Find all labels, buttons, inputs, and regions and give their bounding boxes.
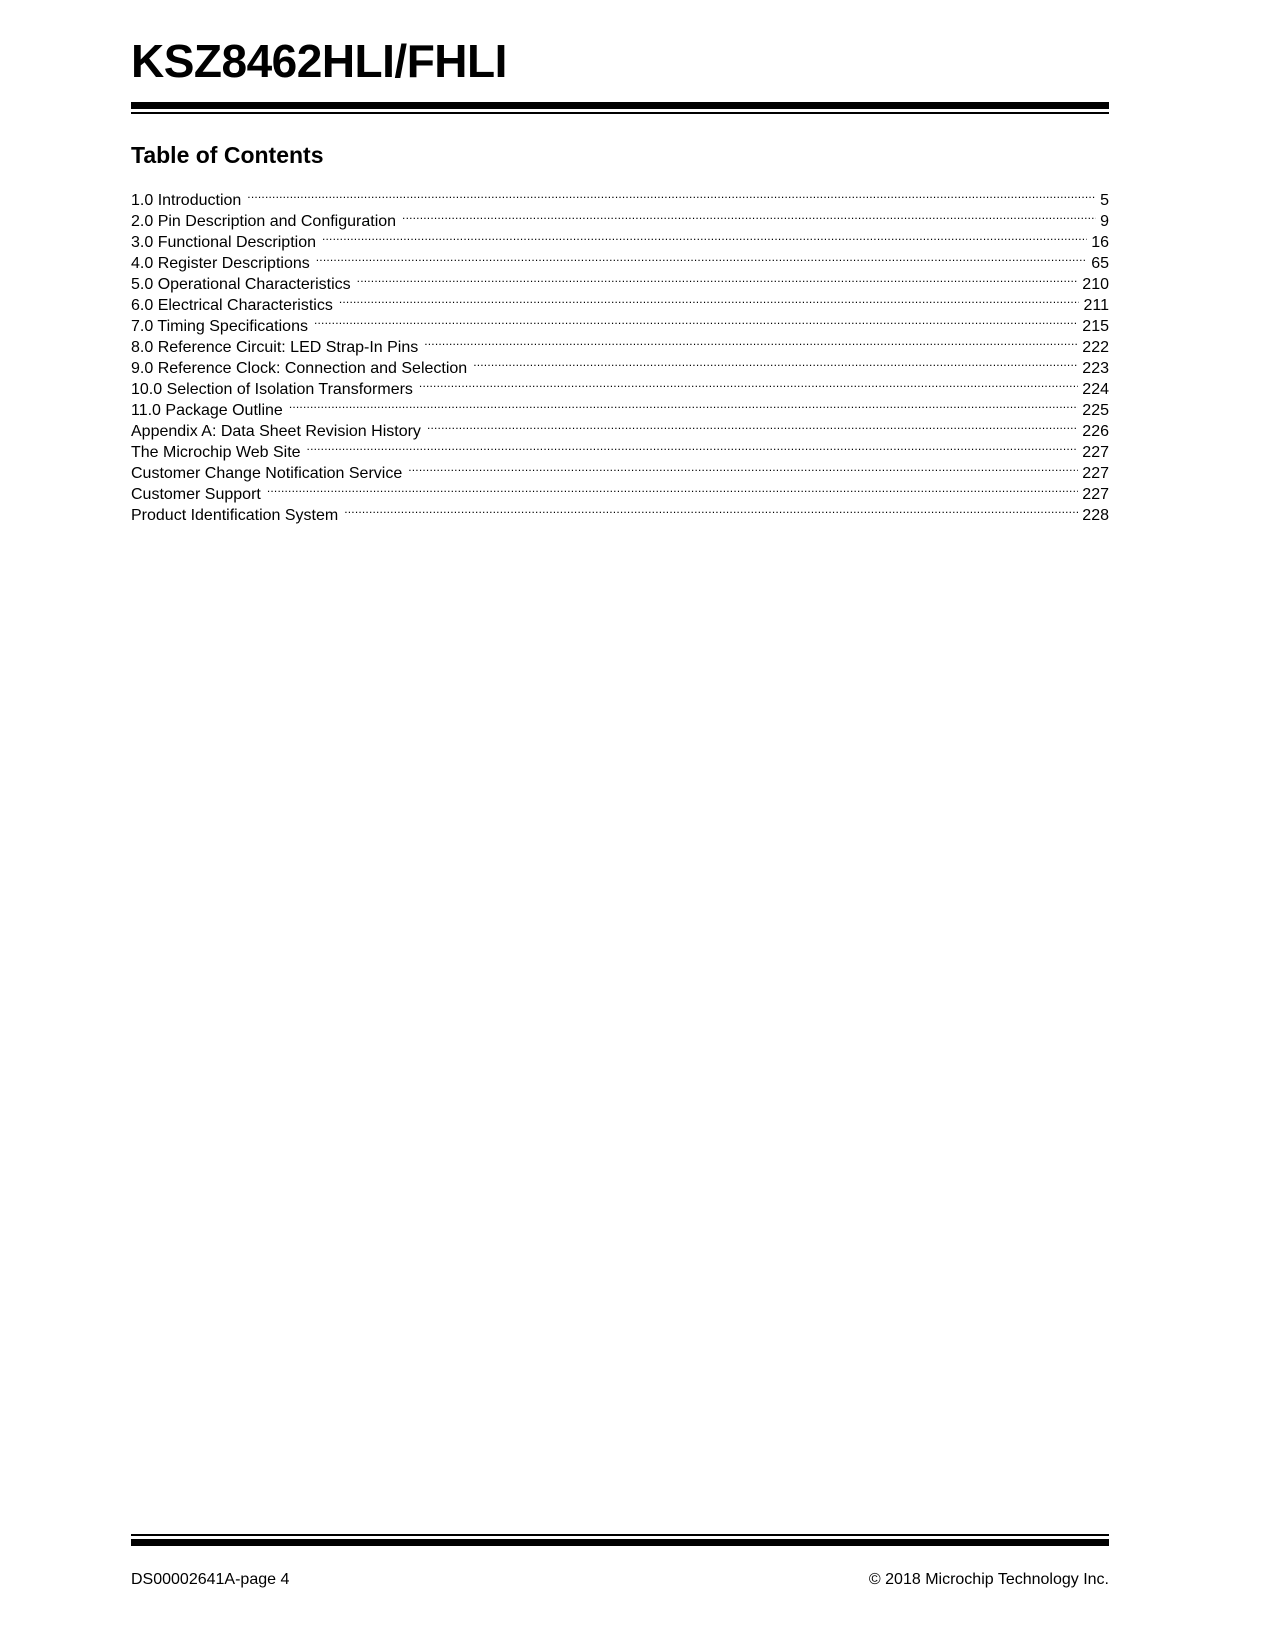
footer-rule-thick xyxy=(131,1539,1109,1546)
toc-entry-label: The Microchip Web Site xyxy=(131,444,301,461)
toc-dot-leader xyxy=(424,331,1078,352)
toc-entry-page: 228 xyxy=(1082,507,1109,524)
footer-rule-thin xyxy=(131,1534,1109,1536)
toc-entry-label: 2.0 Pin Description and Configuration xyxy=(131,213,397,230)
toc-entry-page: 225 xyxy=(1082,402,1109,419)
toc-entry[interactable] xyxy=(131,499,1109,524)
toc-entry-label: 9.0 Reference Clock: Connection and Selection xyxy=(131,360,468,377)
header-rule-thin xyxy=(131,112,1109,114)
toc-entry-label: 7.0 Timing Specifications xyxy=(131,318,308,335)
toc-dot-leader xyxy=(322,226,1087,247)
toc-entry-label: Appendix A: Data Sheet Revision History xyxy=(131,423,421,440)
toc-dot-leader xyxy=(247,184,1096,205)
toc-entry-page: 224 xyxy=(1082,381,1109,398)
toc-dot-leader xyxy=(427,415,1078,436)
toc-dot-leader xyxy=(307,436,1079,457)
toc-entry-page: 9 xyxy=(1100,213,1109,230)
document-title: KSZ8462HLI/FHLI xyxy=(131,35,507,87)
toc-entry-label: 3.0 Functional Description xyxy=(131,234,316,251)
toc-entry-label: 8.0 Reference Circuit: LED Strap-In Pins xyxy=(131,339,419,356)
toc-entry-page: 227 xyxy=(1082,444,1109,461)
footer-document-id: DS00002641A-page 4 xyxy=(131,1571,290,1588)
toc-entry-page: 227 xyxy=(1082,486,1109,503)
toc-entry[interactable] xyxy=(131,205,1109,230)
toc-entry-page: 226 xyxy=(1082,423,1109,440)
toc-entry-page: 16 xyxy=(1091,234,1109,251)
toc-entry-page: 5 xyxy=(1100,192,1109,209)
header-rule-thick xyxy=(131,102,1109,109)
toc-entry-page: 227 xyxy=(1082,465,1109,482)
toc-entry-label: 4.0 Register Descriptions xyxy=(131,255,310,272)
toc-entry[interactable] xyxy=(131,478,1109,503)
toc-entry-label: Customer Change Notification Service xyxy=(131,465,403,482)
toc-entry-label: 1.0 Introduction xyxy=(131,192,242,209)
toc-dot-leader xyxy=(314,310,1078,331)
toc-entry-label: Customer Support xyxy=(131,486,261,503)
toc-dot-leader xyxy=(473,352,1078,373)
toc-entry-page: 65 xyxy=(1091,255,1109,272)
toc-entry-page: 210 xyxy=(1082,276,1109,293)
toc-dot-leader xyxy=(289,394,1078,415)
toc-entry-label: 6.0 Electrical Characteristics xyxy=(131,297,333,314)
toc-dot-leader xyxy=(357,268,1079,289)
toc-entry-page: 211 xyxy=(1083,297,1109,314)
toc-entry[interactable] xyxy=(131,184,1109,209)
toc-list xyxy=(131,184,1109,524)
toc-dot-leader xyxy=(402,205,1096,226)
toc-entry-page: 222 xyxy=(1082,339,1109,356)
toc-dot-leader xyxy=(408,457,1078,478)
toc-dot-leader xyxy=(267,478,1078,499)
toc-entry-page: 223 xyxy=(1082,360,1109,377)
toc-entry-label: 10.0 Selection of Isolation Transformers xyxy=(131,381,413,398)
toc-entry-label: 5.0 Operational Characteristics xyxy=(131,276,351,293)
toc-entry-label: 11.0 Package Outline xyxy=(131,402,283,419)
toc-dot-leader xyxy=(339,289,1080,310)
footer-copyright: © 2018 Microchip Technology Inc. xyxy=(868,1571,1109,1588)
toc-dot-leader xyxy=(419,373,1078,394)
toc-dot-leader xyxy=(316,247,1087,268)
toc-heading: Table of Contents xyxy=(131,142,324,168)
toc-entry-page: 215 xyxy=(1082,318,1109,335)
toc-dot-leader xyxy=(344,499,1078,520)
toc-entry-label: Product Identification System xyxy=(131,507,339,524)
